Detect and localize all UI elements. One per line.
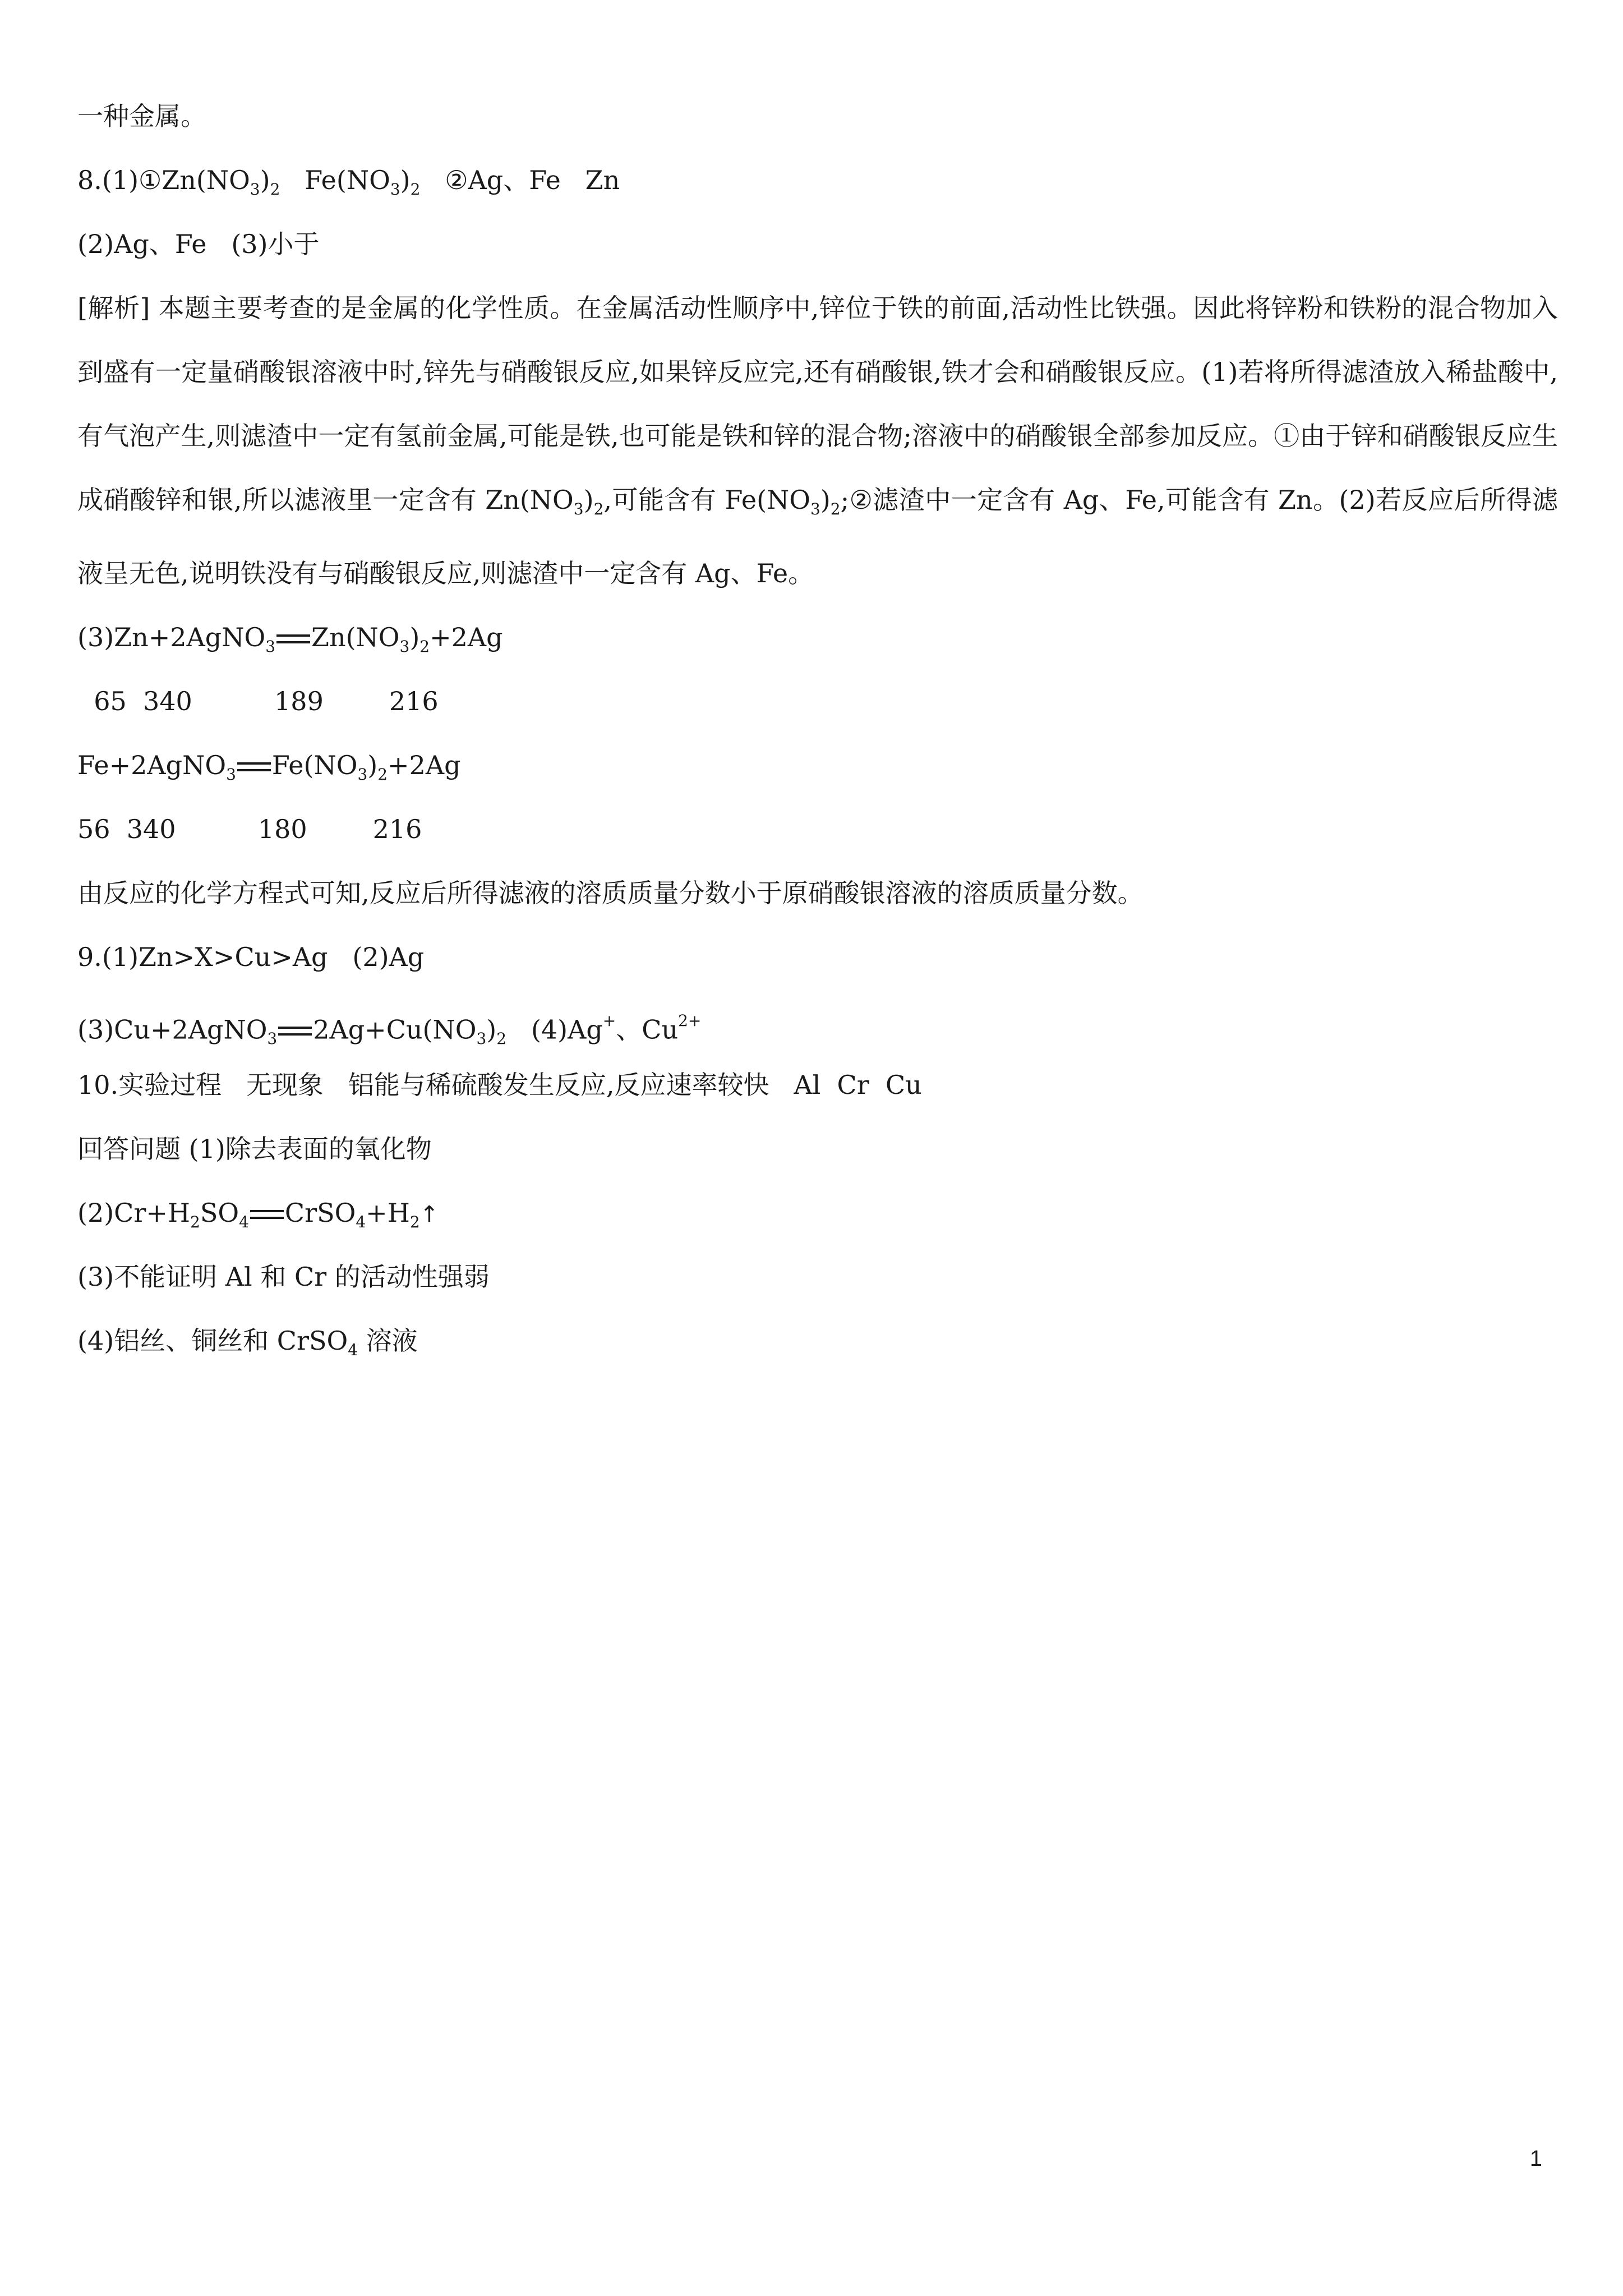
text-span: (4)铝丝、铜丝和 CrSO bbox=[77, 1325, 348, 1356]
subscript: 3 bbox=[357, 765, 368, 784]
subscript: 2 bbox=[496, 1029, 507, 1048]
text-span: [解析] 本题主要考查的是金属的化学性质。在金属活动性顺序中,锌位于铁的前面,活动性比铁强。因此将锌粉和铁粉的混合物加入到盛有一定量硝酸银溶液中时,锌先与硝酸银反应,如果锌反应完,还有硝酸银,铁才会和硝酸银反应。(1)若将所得滤渣放入稀盐酸中,有气泡产生,则滤渣中一定有氢前金属,可能是铁,也可能是铁和锌的混合物;溶液中的硝酸银全部参加反应。①由于锌和硝酸银反应生成硝酸锌和银,所以滤液里一定含有 Zn(NO bbox=[77, 293, 1558, 515]
subscript: 4 bbox=[348, 1340, 358, 1359]
text-span: (3)不能证明 Al 和 Cr 的活动性强弱 bbox=[77, 1261, 490, 1292]
text-span: Fe(NO bbox=[280, 165, 390, 195]
page-number: 1 bbox=[1529, 2146, 1542, 2171]
subscript: 2 bbox=[419, 637, 430, 656]
equation-fe-masses bbox=[77, 797, 1558, 861]
text-span: 回答问题 (1)除去表面的氧化物 bbox=[77, 1133, 432, 1164]
text-span: ) bbox=[409, 622, 420, 652]
text-span: ②Ag、Fe Zn bbox=[420, 165, 620, 195]
q10-line-2 bbox=[77, 1117, 1558, 1181]
text-span: 由反应的化学方程式可知,反应后所得滤液的溶质质量分数小于原硝酸银溶液的溶质质量分数。 bbox=[77, 877, 1144, 908]
equals-sign bbox=[236, 754, 272, 780]
text-span: (2)Ag、Fe (3)小于 bbox=[77, 229, 320, 259]
text-span: CrSO bbox=[284, 1197, 356, 1228]
text-span: 8.(1)①Zn(NO bbox=[77, 165, 250, 195]
text-span: (3)Cu+2AgNO bbox=[77, 1014, 268, 1045]
subscript: 2 bbox=[830, 499, 841, 518]
subscript: 3 bbox=[267, 1029, 278, 1048]
subscript: 3 bbox=[476, 1029, 487, 1048]
subscript: 3 bbox=[390, 180, 400, 199]
q10-line-5 bbox=[77, 1309, 1558, 1373]
text-span: 、Cu bbox=[616, 1014, 679, 1045]
text-span: (2)Cr+H bbox=[77, 1197, 191, 1228]
text-span: ) bbox=[400, 165, 411, 195]
subscript: 4 bbox=[356, 1212, 366, 1231]
text-span: ;②滤渣中一定含有 Ag、Fe,可能含有 Zn。(2)若反应后所得滤液呈无色,说明铁没有与硝酸银反应,则滤渣中一定含有 Ag、Fe。 bbox=[77, 485, 1559, 588]
text-span: 56 340 180 216 bbox=[77, 813, 422, 844]
text-span: ) bbox=[820, 485, 831, 515]
equation-fe bbox=[77, 733, 1558, 797]
text-span: ) bbox=[367, 749, 378, 780]
equals-sign bbox=[249, 1202, 285, 1228]
answer-content bbox=[77, 84, 1558, 1373]
text-span: +H bbox=[366, 1197, 410, 1228]
q8-line-1 bbox=[77, 148, 1558, 212]
subscript: 2 bbox=[377, 765, 388, 784]
subscript: 3 bbox=[810, 499, 820, 518]
text-span: 9.(1)Zn>X>Cu>Ag (2)Ag bbox=[77, 941, 425, 972]
subscript: 4 bbox=[239, 1212, 249, 1231]
text-span: ) bbox=[583, 485, 594, 515]
equation-zn-masses bbox=[77, 669, 1558, 733]
text-span: 溶液 bbox=[358, 1325, 418, 1356]
subscript: 3 bbox=[399, 637, 410, 656]
text-span: +2Ag bbox=[430, 622, 503, 652]
text-span: Zn(NO bbox=[311, 622, 400, 652]
text-span: (3)Zn+2AgNO bbox=[77, 622, 266, 652]
q8-line-2 bbox=[77, 212, 1558, 276]
subscript: 2 bbox=[190, 1212, 200, 1231]
equals-sign bbox=[275, 627, 311, 652]
text-line bbox=[77, 84, 1558, 148]
superscript: 2+ bbox=[678, 1011, 702, 1030]
subscript: 2 bbox=[410, 180, 421, 199]
equation-zn bbox=[77, 605, 1558, 669]
subscript: 3 bbox=[226, 765, 236, 784]
q10-line-3 bbox=[77, 1181, 1558, 1245]
text-span: (4)Ag bbox=[506, 1014, 603, 1045]
text-span: Fe+2AgNO bbox=[77, 749, 227, 780]
q9-line-2 bbox=[77, 989, 1558, 1053]
superscript: + bbox=[602, 1011, 616, 1030]
equals-sign bbox=[277, 1019, 313, 1045]
subscript: 3 bbox=[265, 637, 276, 656]
text-span: ) bbox=[486, 1014, 497, 1045]
subscript: 3 bbox=[250, 180, 260, 199]
q10-line-1 bbox=[77, 1053, 1558, 1117]
text-span: ) bbox=[260, 165, 270, 195]
q9-line-1 bbox=[77, 925, 1558, 989]
text-span: 2Ag+Cu(NO bbox=[313, 1014, 477, 1045]
text-span: 10.实验过程 无现象 铝能与稀硫酸发生反应,反应速率较快 Al Cr Cu bbox=[77, 1069, 922, 1100]
conclusion-line bbox=[77, 861, 1558, 925]
text-span: ,可能含有 Fe(NO bbox=[603, 485, 811, 515]
text-span: SO bbox=[200, 1197, 239, 1228]
line-text: 一种金属。 bbox=[77, 101, 206, 131]
gas-arrow-icon: ↑ bbox=[419, 1201, 439, 1227]
analysis-paragraph bbox=[77, 276, 1558, 605]
q10-line-4 bbox=[77, 1245, 1558, 1309]
text-span: +2Ag bbox=[388, 749, 461, 780]
text-span: 65 340 189 216 bbox=[77, 685, 439, 716]
subscript: 3 bbox=[573, 499, 584, 518]
subscript: 2 bbox=[409, 1212, 420, 1231]
text-span: Fe(NO bbox=[271, 749, 358, 780]
subscript: 2 bbox=[593, 499, 604, 518]
subscript: 2 bbox=[270, 180, 280, 199]
